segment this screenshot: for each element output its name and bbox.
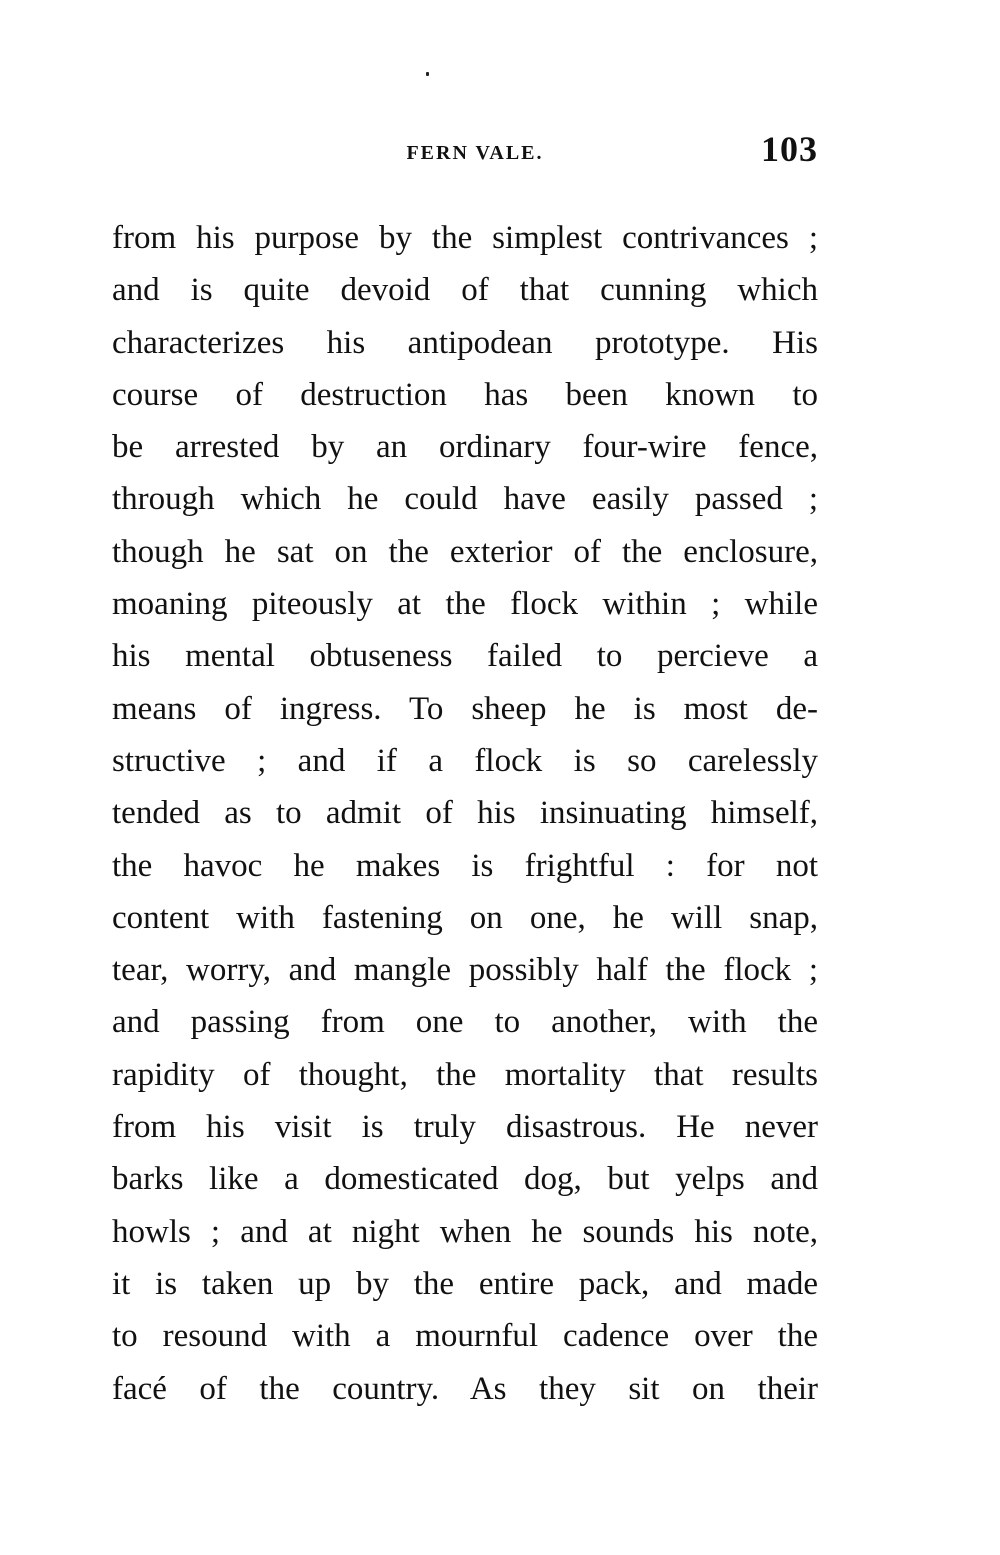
ink-speck [426, 72, 429, 76]
text-line: content with fastening on one, he will snap, [112, 899, 818, 936]
body-text [112, 212, 818, 1415]
text-line: be arrested by an ordinary four-wire fence, [112, 429, 818, 466]
text-line: rapidity of thought, the mortality that results [112, 1056, 818, 1093]
text-line: structive ; and if a flock is so carelessly [112, 742, 818, 779]
text-line: to resound with a mournful cadence over the [112, 1318, 818, 1355]
text-line: howls ; and at night when he sounds his note, [112, 1213, 818, 1250]
text-line: the havoc he makes is frightful : for not [112, 847, 818, 884]
text-line: his mental obtuseness failed to percieve a [112, 638, 818, 675]
text-line: from his purpose by the simplest contrivances ; [112, 220, 818, 256]
text-line: barks like a domesticated dog, but yelps and [112, 1161, 818, 1198]
text-line: moaning piteously at the flock within ; while [112, 586, 818, 623]
text-line: facé of the country. As they sit on their [112, 1370, 818, 1407]
text-line: from his visit is truly disastrous. He never [112, 1109, 818, 1146]
page-number: 103 [761, 129, 818, 169]
text-line: through which he could have easily passed ; [112, 481, 818, 518]
text-line: means of ingress. To sheep he is most de- [112, 690, 818, 727]
text-line: course of destruction has been known to [112, 376, 818, 413]
text-line: and passing from one to another, with the [112, 1004, 818, 1041]
text-line: characterizes his antipodean prototype. His [112, 324, 818, 361]
text-line: tended as to admit of his insinuating himself, [112, 795, 818, 832]
text-line: and is quite devoid of that cunning which [112, 272, 818, 309]
text-line: tear, worry, and mangle possibly half the flock ; [112, 952, 818, 989]
running-head [112, 128, 818, 178]
text-line: it is taken up by the entire pack, and made [112, 1265, 818, 1302]
text-line: though he sat on the exterior of the enclosure, [112, 533, 818, 570]
running-title: FERN VALE. [406, 142, 544, 164]
